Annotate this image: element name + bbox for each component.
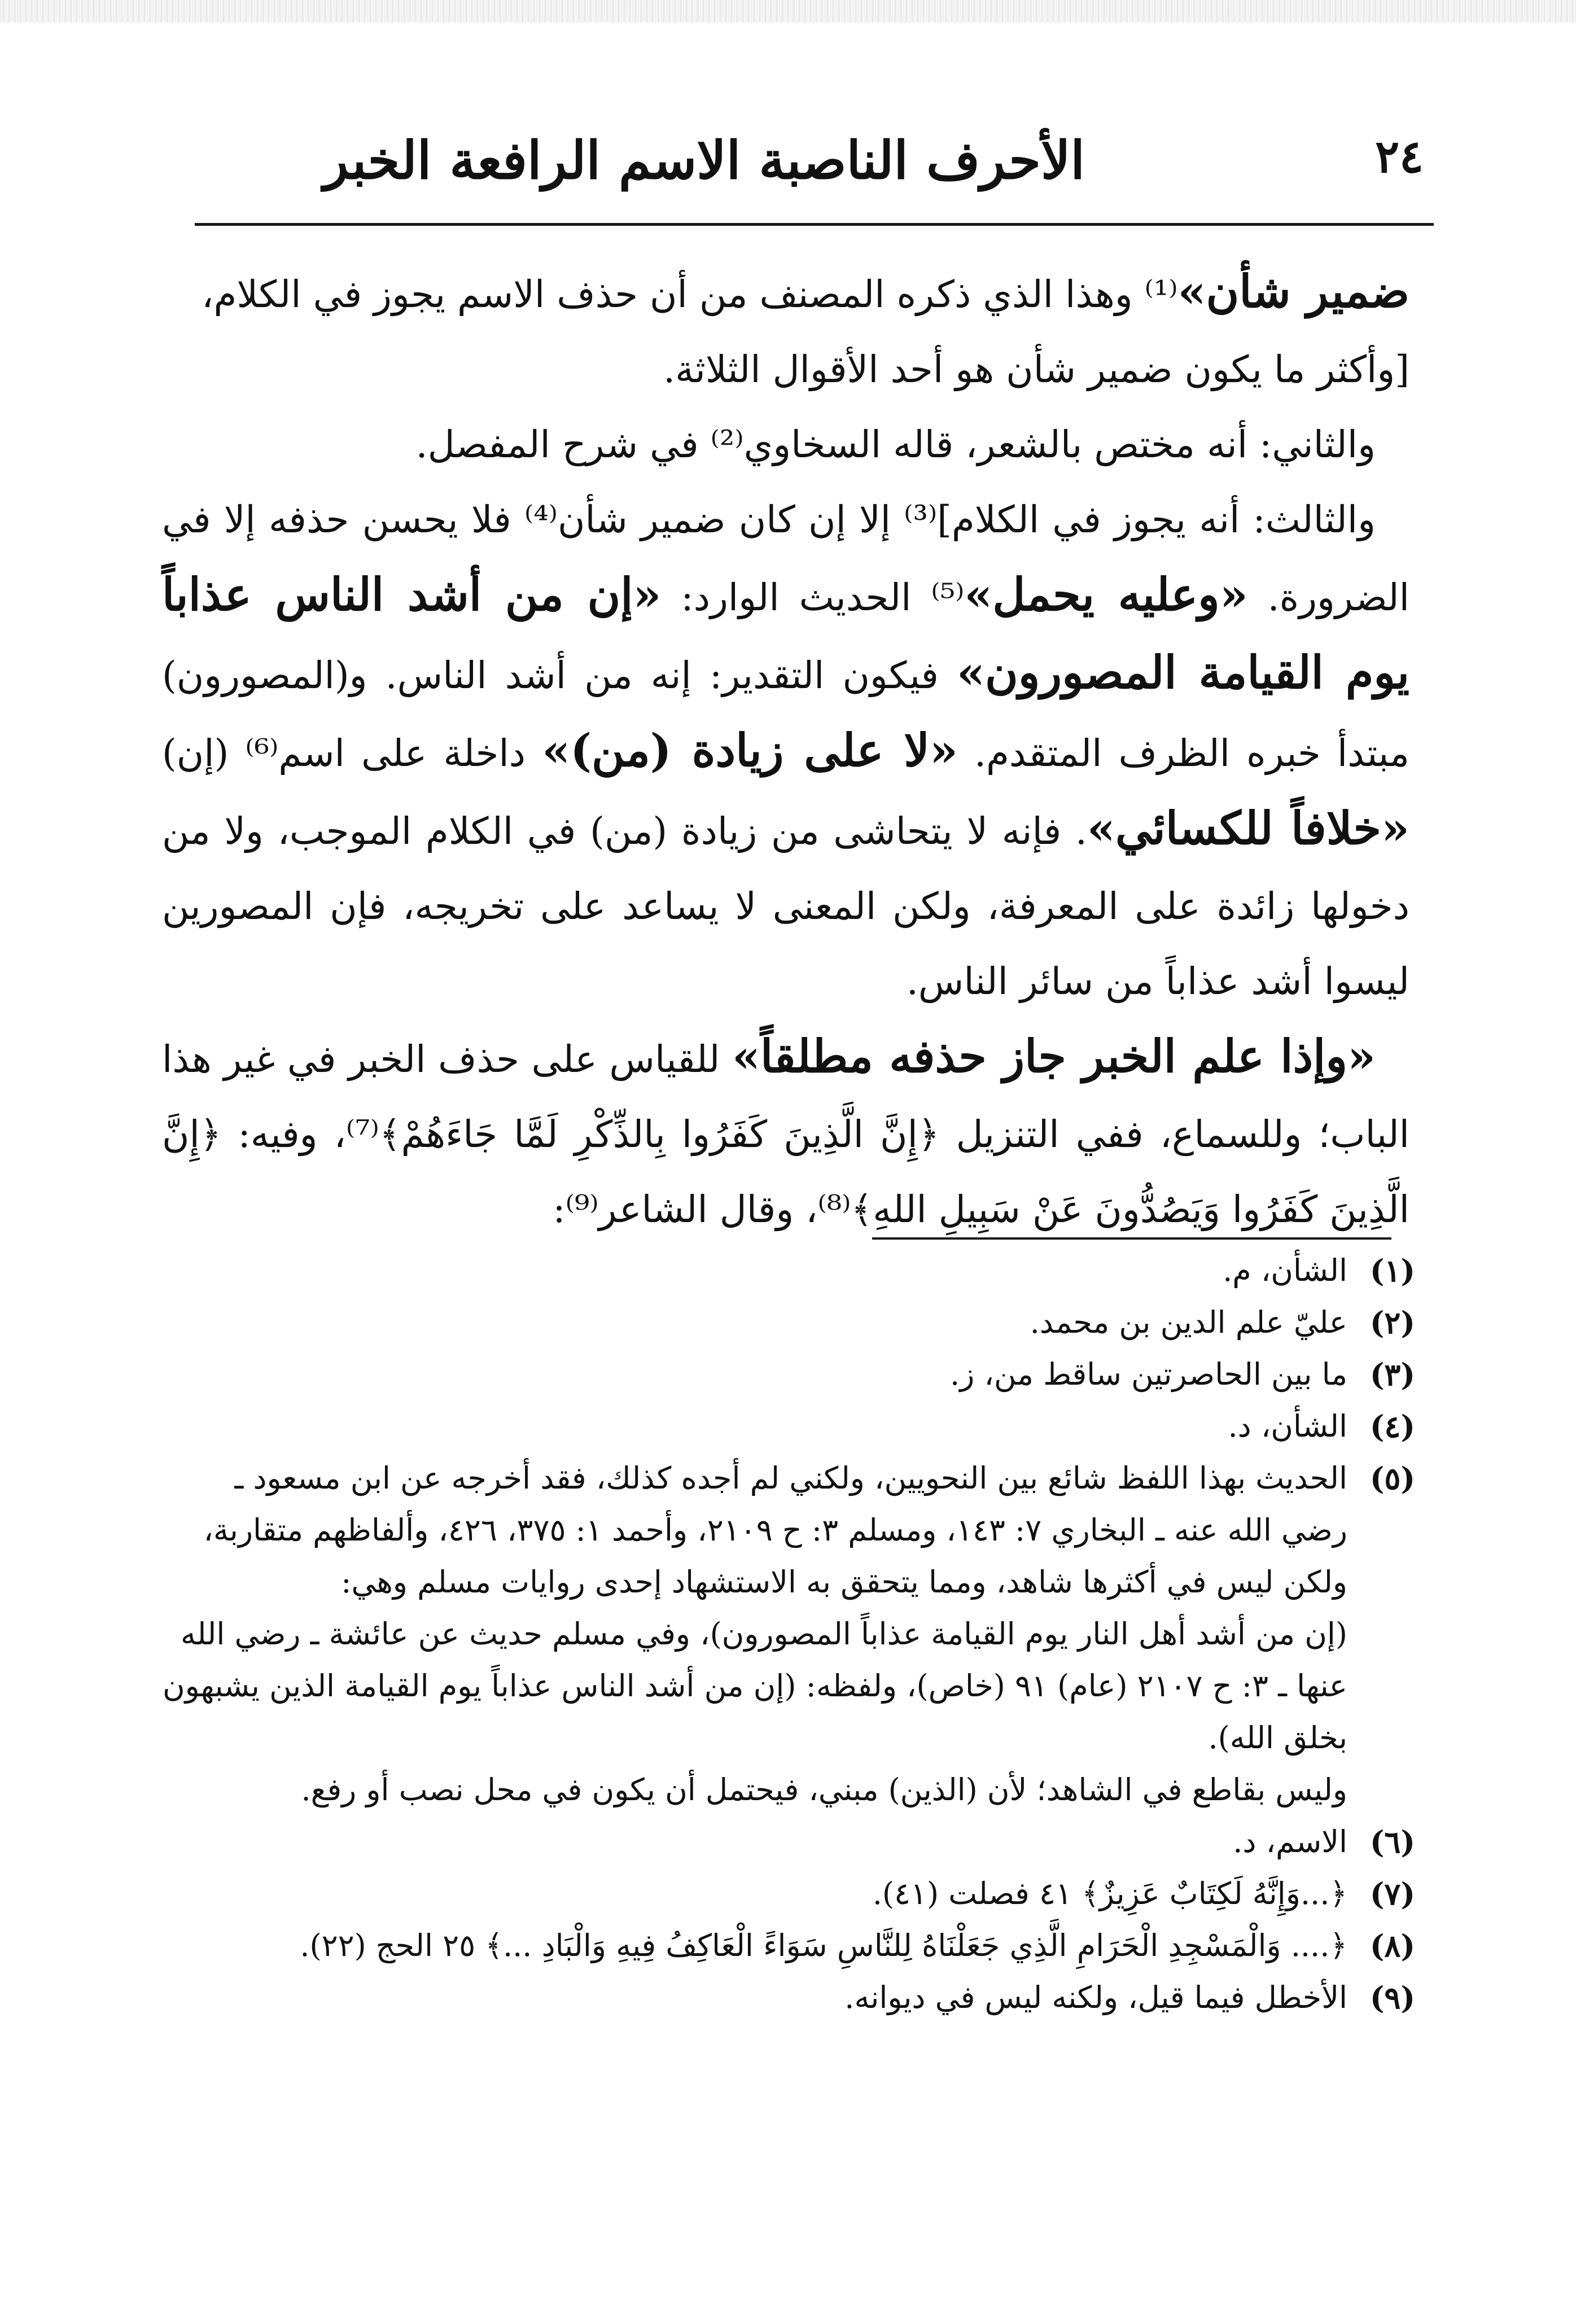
paragraph-text: للقياس على حذف الخبر في غير هذا الباب؛ وللسماع، ففي التنزيل bbox=[162, 1038, 1410, 1156]
paragraph-text: ⁽⁷⁾، وفيه: bbox=[221, 1113, 379, 1156]
header-rule bbox=[195, 223, 1434, 226]
paragraph-text: والثالث: أنه يجوز في الكلام]⁽³⁾ إلا إن كان ضمير شأن⁽⁴⁾ فلا يحسن حذفه إلا في الضرورة. bbox=[162, 498, 1410, 619]
footnote-line: ما بين الحاصرتين ساقط من، ز. bbox=[950, 1356, 1347, 1392]
footnote-rule bbox=[872, 1237, 1391, 1240]
paragraph-text: الحديث الوارد: bbox=[661, 576, 931, 619]
quran-quote: ﴿إِنَّ الَّذِينَ كَفَرُوا وَيَصُدُّونَ عَنْ سَبِيلِ اللهِ﴾ bbox=[162, 1113, 1409, 1231]
scan-edge bbox=[0, 0, 1576, 23]
footnote-text bbox=[162, 1452, 1347, 1816]
footnote-line: الاسم، د. bbox=[1233, 1824, 1347, 1859]
paragraph-3: والثاني: أنه مختص بالشعر، قاله السخاوي⁽²⁾ في شرح المفصل. bbox=[415, 423, 1376, 466]
quran-quote: ﴿إِنَّ الَّذِينَ كَفَرُوا بِالذِّكْرِ لَمَّا جَاءَهُمْ﴾ bbox=[379, 1113, 940, 1156]
bold-phrase: «وإذا علم الخبر جاز حذفه مطلقاً» bbox=[732, 1030, 1376, 1083]
footnote-text bbox=[162, 1816, 1347, 1868]
footnote-number: (٧) bbox=[1369, 1876, 1415, 1912]
footnotes bbox=[162, 1245, 1415, 2024]
paragraph-text: . فإنه لا يتحاشى من زيادة (من) في الكلام الموجب، ولا من دخولها زائدة على المعرفة، ولكن المعنى لا يساعد على تخريجه، فإن المصورين ليسوا أشد عذاباً من سائر الناس. bbox=[162, 809, 1409, 1003]
bold-phrase: «خلافاً للكسائي» bbox=[1087, 802, 1409, 855]
paragraph-4 bbox=[162, 482, 1409, 1019]
hadith-quote: «إن من أشد الناس عذاباً يوم القيامة المصورون» bbox=[162, 568, 1409, 699]
footnote-text bbox=[162, 1349, 1347, 1400]
footnote bbox=[162, 1400, 1415, 1452]
paragraph-text: داخلة على اسم⁽⁶⁾ (إن) bbox=[162, 732, 542, 775]
footnote-text bbox=[162, 1400, 1347, 1452]
footnote-text bbox=[162, 1297, 1347, 1349]
footnote-line: الحديث بهذا اللفظ شائع بين النحويين، ولكني لم أجده كذلك، فقد أخرجه عن ابن مسعود ـ رضي الله عنه ـ البخاري ٧: ١٤٣، ومسلم ٣: ح ٢١٠٩، وأحمد ١: ٣٧٥، ٤٢٦، وألفاظهم متقاربة، ولكن ليس في أكثرها شاهد، ومما يتحقق به الاستشهاد إحدى روايات مسلم وهي: bbox=[203, 1460, 1347, 1600]
footnote-number: (٤) bbox=[1369, 1408, 1415, 1445]
footnote bbox=[162, 1349, 1415, 1400]
bold-phrase: ضمير شأن» bbox=[1177, 265, 1409, 318]
footnote-text bbox=[162, 1245, 1347, 1297]
footnote-line: عليّ علم الدين بن محمد. bbox=[1030, 1305, 1347, 1340]
footnote bbox=[162, 1868, 1415, 1920]
footnote-number: (٥) bbox=[1369, 1460, 1415, 1496]
footnote-text bbox=[162, 1972, 1347, 2024]
bold-phrase: «وعليه يحمل» bbox=[964, 568, 1248, 621]
footnote-line: (إن من أشد أهل النار يوم القيامة عذاباً المصورون)، وفي مسلم حديث عن عائشة ـ رضي الله عنها ـ ٣: ح ٢١٠٧ (عام) ٩١ (خاص)، ولفظه: (إن من أشد الناس عذاباً يوم القيامة الذين يشبهون بخلق الله). bbox=[163, 1616, 1347, 1756]
page-number: ٢٤ bbox=[1375, 130, 1424, 183]
footnote-line: الشأن، م. bbox=[1223, 1253, 1347, 1288]
footnote-number: (٩) bbox=[1369, 1980, 1415, 2016]
footnote bbox=[162, 1297, 1415, 1349]
footnote-line: وليس بقاطع في الشاهد؛ لأن (الذين) مبني، فيحتمل أن يكون في محل نصب أو رفع. bbox=[301, 1772, 1347, 1807]
footnote-line: ﴿...وَإِنَّهُ لَكِتَابٌ عَزِيزٌ﴾ ٤١ فصلت (٤١). bbox=[872, 1876, 1347, 1911]
footnote-line: الشأن، د. bbox=[1228, 1408, 1347, 1444]
footnote-number: (١) bbox=[1369, 1253, 1415, 1289]
paragraph-5 bbox=[162, 1019, 1409, 1247]
bold-phrase: «لا على زيادة (من)» bbox=[542, 724, 958, 777]
footnote bbox=[162, 1920, 1415, 1972]
paragraph-1 bbox=[162, 254, 1409, 332]
footnote-ref: ⁽¹⁾ bbox=[1144, 273, 1178, 316]
footnote-number: (٦) bbox=[1369, 1824, 1415, 1860]
footnote bbox=[162, 1452, 1415, 1816]
paragraph-text: وهذا الذي ذكره المصنف من أن حذف الاسم يجوز في الكلام، bbox=[202, 273, 1145, 316]
footnote bbox=[162, 1972, 1415, 2024]
footnote bbox=[162, 1816, 1415, 1868]
paragraph-text: فيكون التقدير: إنه من أشد الناس. و(المصورون) مبتدأ خبره الظرف المتقدم. bbox=[162, 654, 1410, 775]
paragraph-text: ⁽⁸⁾، وقال الشاعر⁽⁹⁾: bbox=[553, 1188, 851, 1231]
page-header bbox=[148, 113, 1424, 215]
footnote bbox=[162, 1245, 1415, 1297]
footnote-number: (٢) bbox=[1369, 1305, 1415, 1341]
footnote-text bbox=[162, 1868, 1347, 1920]
paragraph-2: [وأكثر ما يكون ضمير شأن هو أحد الأقوال الثلاثة. bbox=[663, 348, 1409, 391]
footnote-ref: ⁽⁵⁾ bbox=[931, 576, 965, 619]
footnote-number: (٣) bbox=[1369, 1356, 1415, 1393]
footnote-number: (٨) bbox=[1369, 1928, 1415, 1964]
main-text bbox=[162, 254, 1409, 1247]
footnote-line: الأخطل فيما قيل، ولكنه ليس في ديوانه. bbox=[844, 1980, 1347, 2015]
running-title: الأحرف الناصبة الاسم الرافعة الخبر bbox=[323, 130, 1085, 191]
footnote-text bbox=[162, 1920, 1347, 1972]
footnote-line: ﴿.... وَالْمَسْجِدِ الْحَرَامِ الَّذِي جَعَلْنَاهُ لِلنَّاسِ سَوَاءً الْعَاكِفُ فِيهِ وَالْبَادِ ...﴾ ٢٥ الحج (٢٢). bbox=[300, 1928, 1347, 1963]
